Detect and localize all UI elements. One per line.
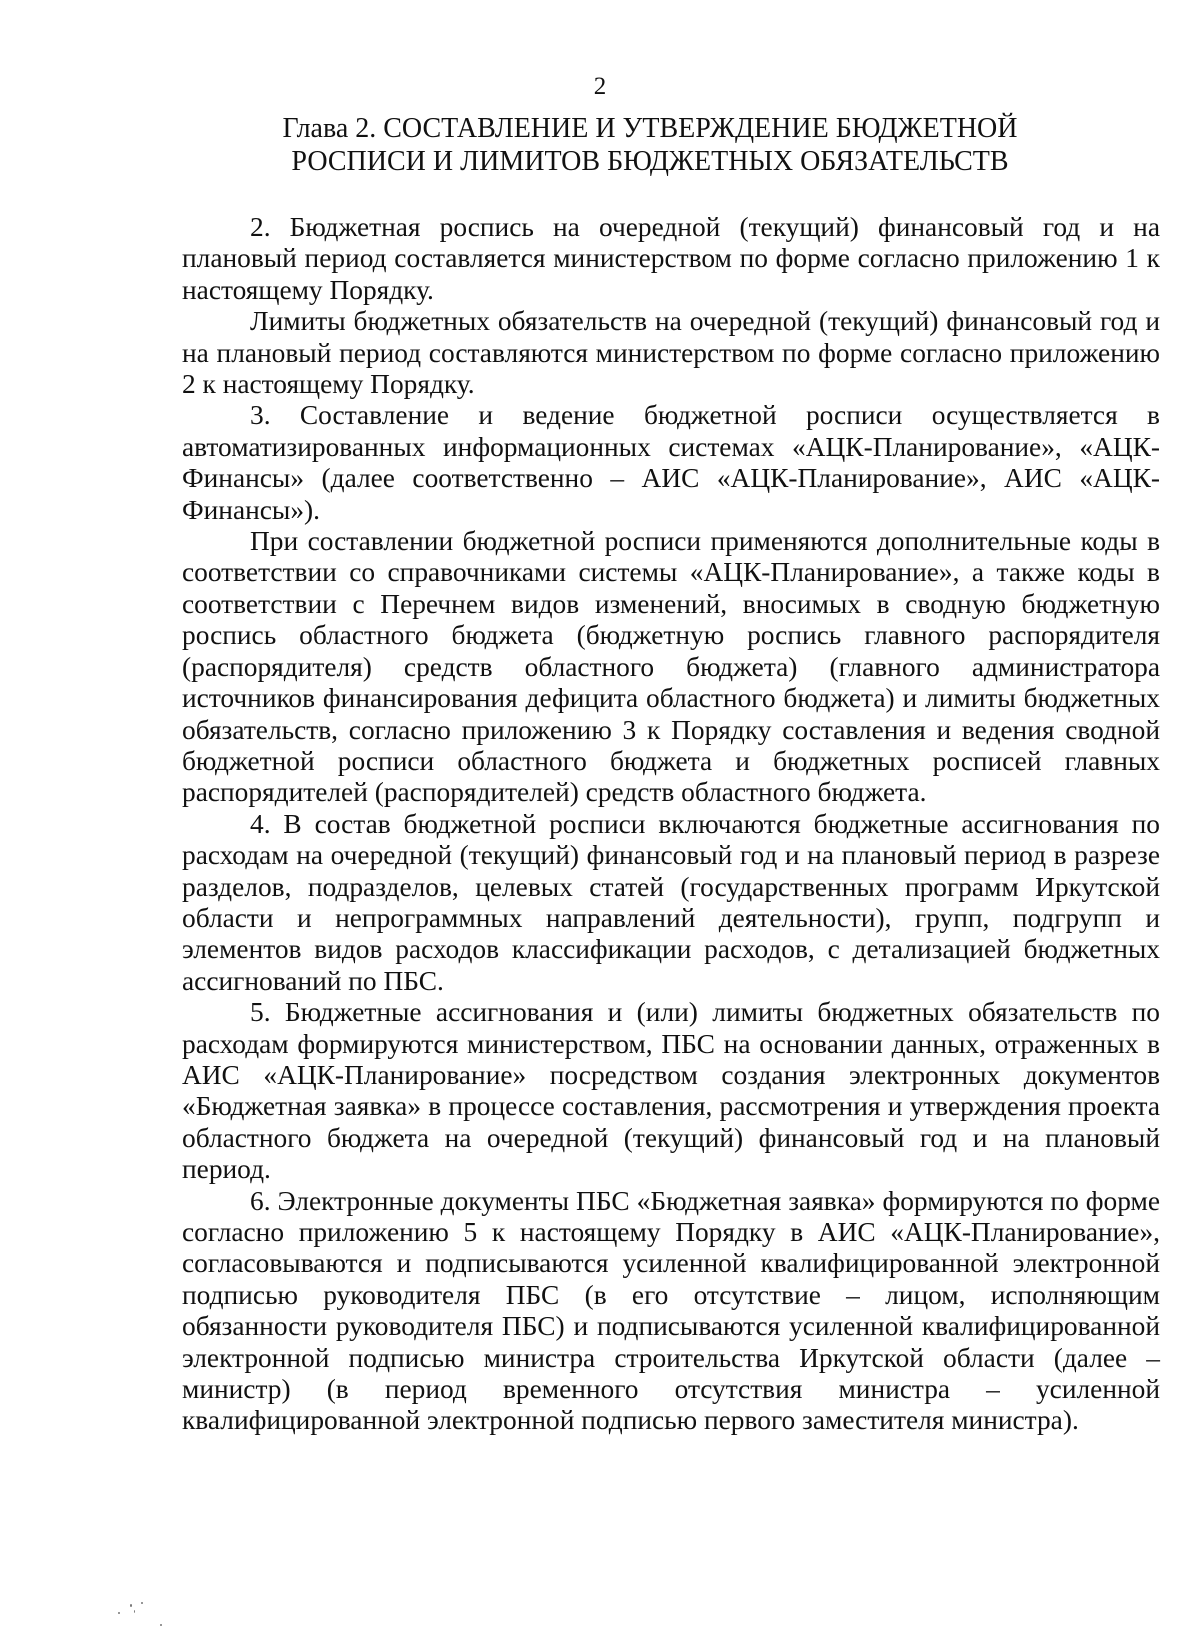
chapter-title [230,112,1070,178]
paragraph-codes: При составлении бюджетной росписи применяются дополнительные коды в соответствии со справочниками системы «АЦК-Планирование», а также коды в соответствии с Перечнем видов изменений, вносимых в сводную бюджетную роспись областного бюджета (бюджетную роспись главного распорядителя (распорядителя) средств областного бюджета) (главного администратора источников финансирования дефицита областного бюджета) и лимиты бюджетных обязательств, согласно приложению 3 к Порядку составления и ведения сводной бюджетной росписи областного бюджета и бюджетных росписей главных распорядителей (распорядителей) средств областного бюджета. [182,526,1160,808]
paragraph-limits: Лимиты бюджетных обязательств на очередной (текущий) финансовый год и на плановый период составляются министерством по форме согласно приложению 2 к настоящему Порядку. [182,306,1160,400]
document-body [182,212,1160,1437]
paragraph-2: 2. Бюджетная роспись на очередной (текущий) финансовый год и на плановый период составляется министерством по форме согласно приложению 1 к настоящему Порядку. [182,212,1160,305]
paragraph-4: 4. В состав бюджетной росписи включаются бюджетные ассигнования по расходам на очередной (текущий) финансовый год и на плановый период в разрезе разделов, подразделов, целевых статей (государственных программ Иркутской области и непрограммных направлений деятельности), групп, подгрупп и элементов видов расходов классификации расходов, с детализацией бюджетных ассигнований по ПБС. [182,808,1160,996]
paragraph-5: 5. Бюджетные ассигнования и (или) лимиты бюджетных обязательств по расходам формируются министерством, ПБС на основании данных, отраженных в АИС «АЦК-Планирование» посредством создания электронных документов «Бюджетная заявка» в процессе составления, рассмотрения и утверждения проекта областного бюджета на очередной (текущий) финансовый год и на плановый период. [182,997,1160,1185]
chapter-title-line: Глава 2. СОСТАВЛЕНИЕ И УТВЕРЖДЕНИЕ БЮДЖЕТНОЙ [282,113,1018,144]
chapter-title-line: РОСПИСИ И ЛИМИТОВ БЮДЖЕТНЫХ ОБЯЗАТЕЛЬСТВ [291,146,1009,177]
scan-artifact [110,1598,170,1628]
paragraph-3: 3. Составление и ведение бюджетной росписи осуществляется в автоматизированных информационных системах «АЦК-Планирование», «АЦК-Финансы» (далее соответственно – АИС «АЦК-Планирование», АИС «АЦК-Финансы»). [182,400,1160,525]
page-number: 2 [593,73,607,100]
paragraph-6: 6. Электронные документы ПБС «Бюджетная заявка» формируются по форме согласно приложению 5 к настоящему Порядку в АИС «АЦК-Планирование», согласовываются и подписываются усиленной квалифицированной электронной подписью руководителя ПБС (в его отсутствие – лицом, исполняющим обязанности руководителя ПБС) и подписываются усиленной квалифицированной электронной подписью министра строительства Иркутской области (далее – министр) (в период временного отсутствия министра – усиленной квалифицированной электронной подписью первого заместителя министра). [182,1185,1160,1436]
